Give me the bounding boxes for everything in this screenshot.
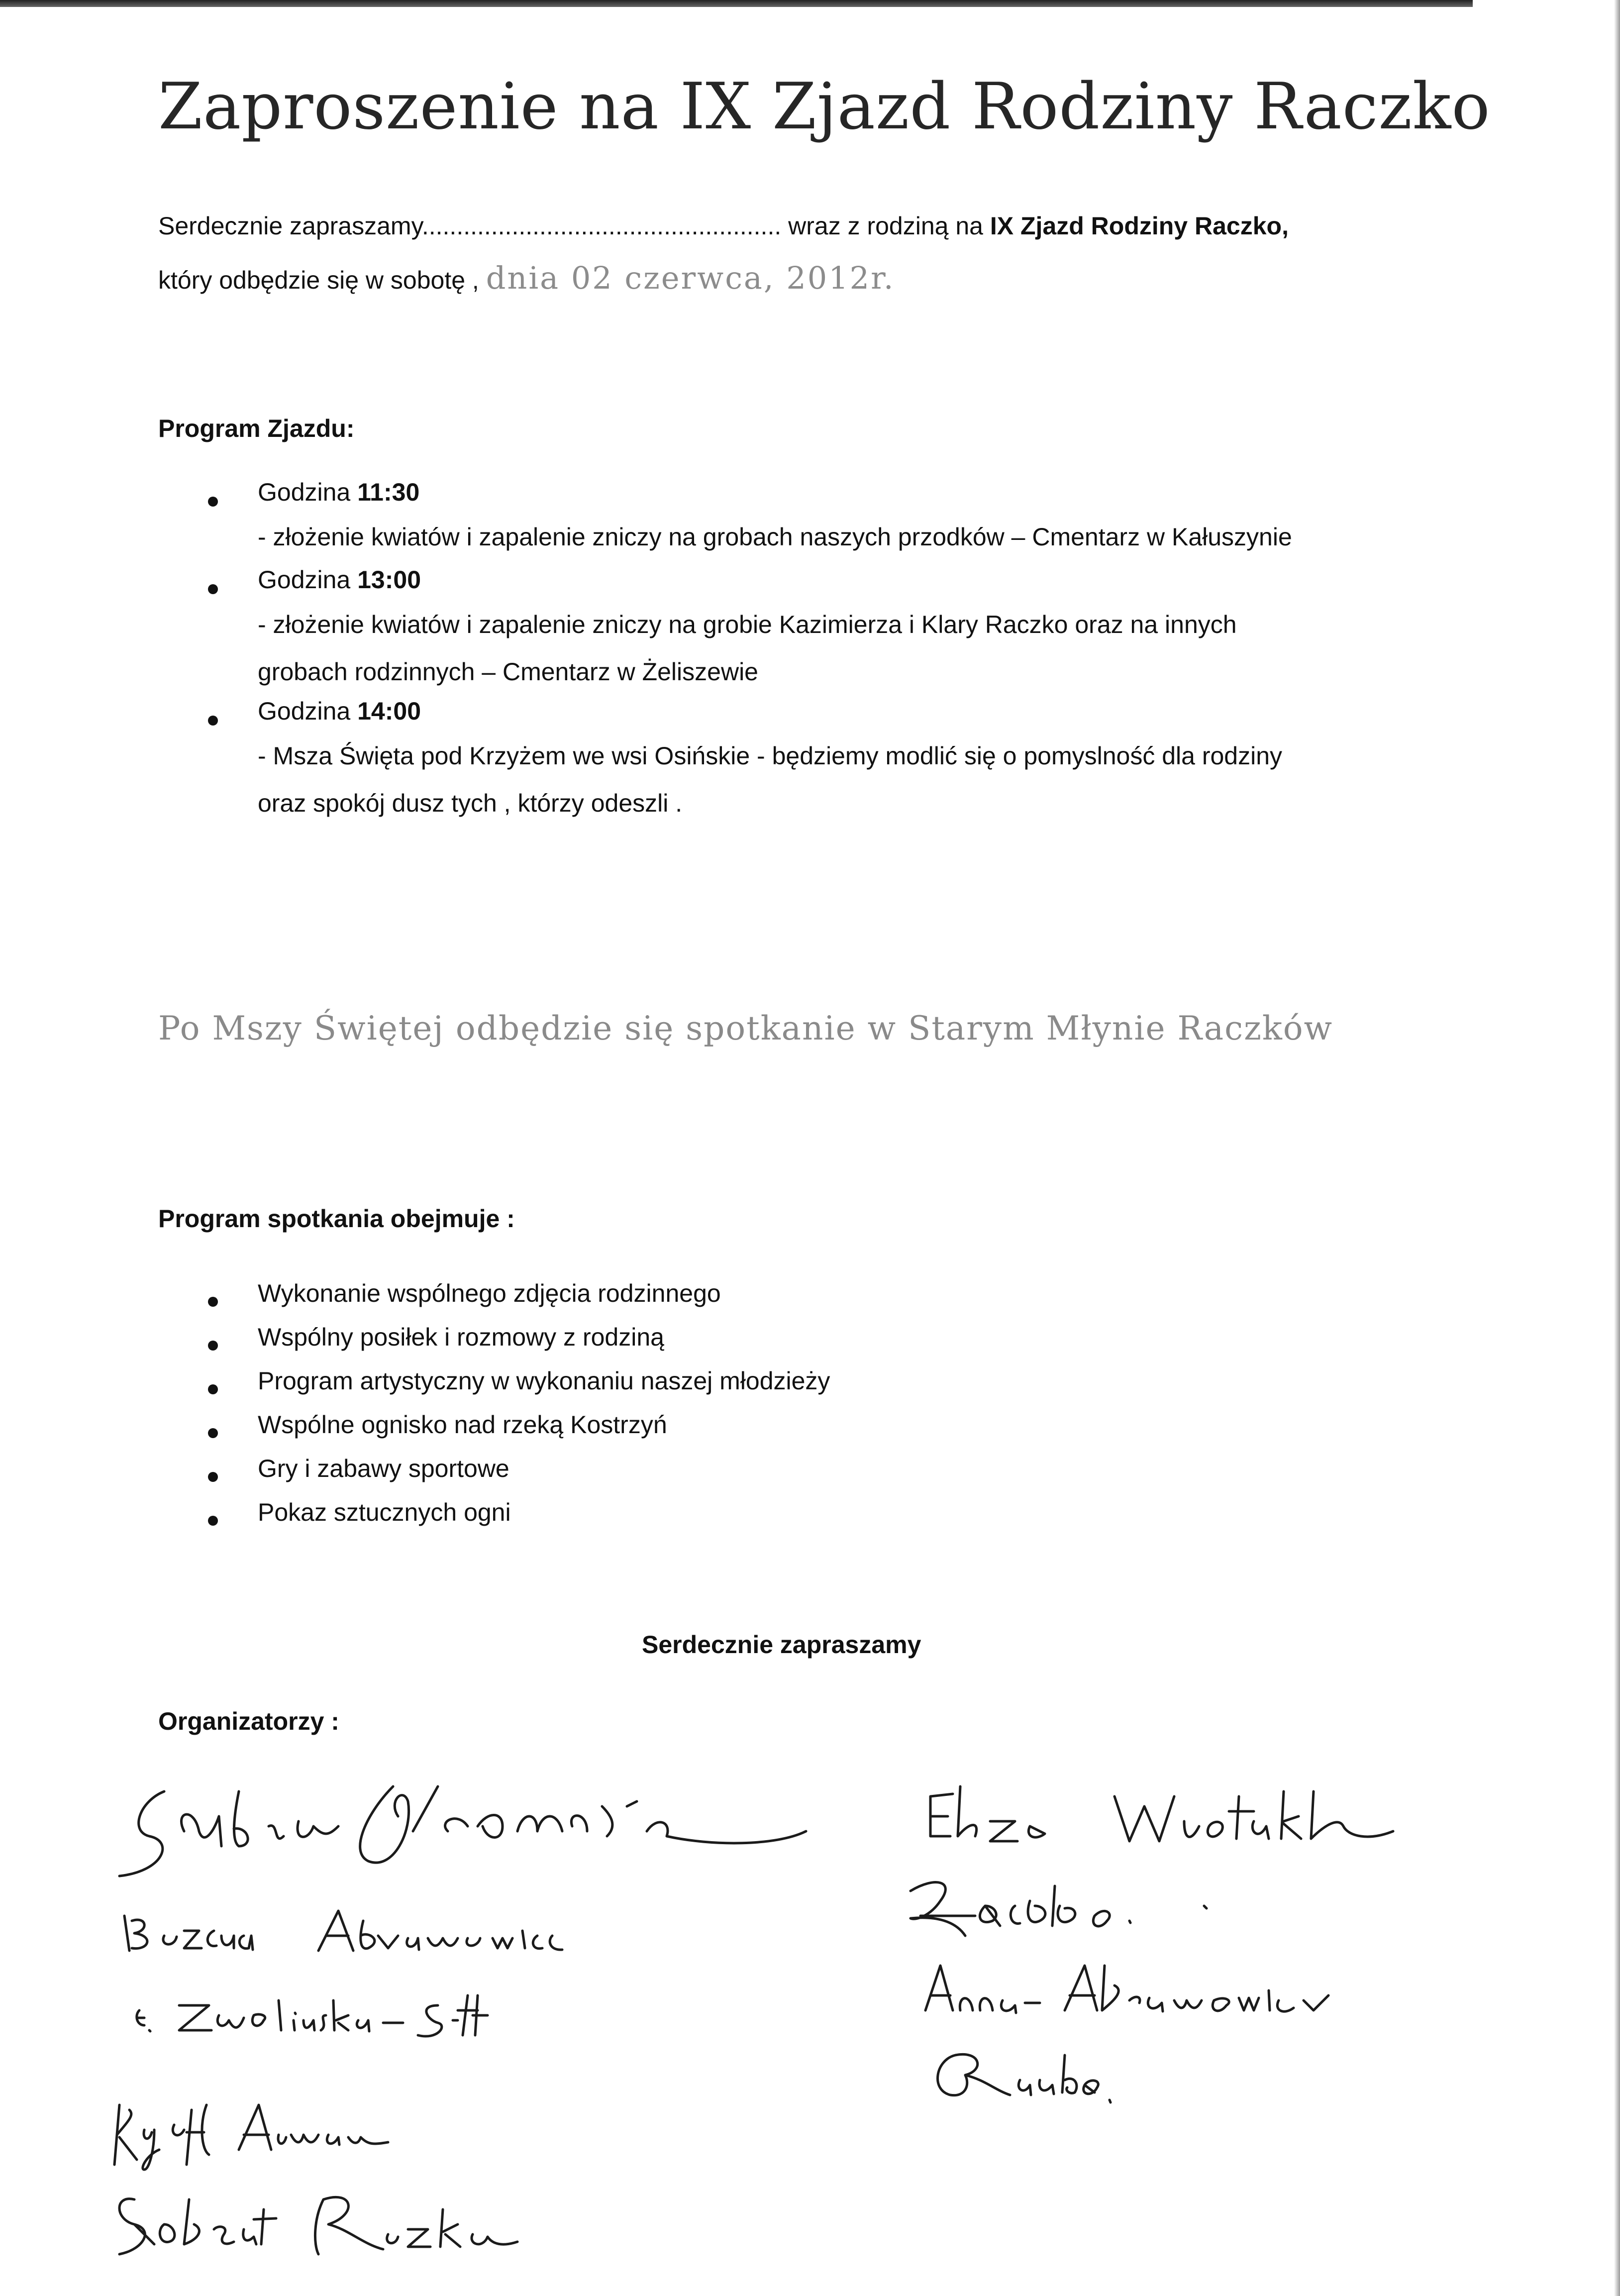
invitation-middle: wraz z rodziną na	[781, 212, 990, 240]
meeting-announcement: Po Mszy Świętej odbędzie się spotkanie w Starym Młynie Raczków	[158, 1009, 1333, 1047]
signature-sabina-abramowicz	[90, 1772, 836, 1891]
program-description: - złożenie kwiatów i zapalenie zniczy na grobie Kazimierza i Klary Raczko oraz na innych	[258, 611, 1237, 638]
signature-elzbieta-wrotniak	[906, 1776, 1403, 1856]
meeting-program-heading: Program spotkania obejmuje :	[158, 1205, 515, 1233]
bullet-icon	[208, 1428, 218, 1438]
program-description: - złożenie kwiatów i zapalenie zniczy na grobach naszych przodków – Cmentarz w Kałuszynie	[258, 523, 1292, 551]
program-time: Godzina 11:30	[258, 478, 420, 506]
signature-raczko-2	[925, 2040, 1184, 2110]
program-time: Godzina 14:00	[258, 697, 421, 725]
bullet-icon	[208, 584, 218, 594]
scan-border-top	[0, 0, 1473, 7]
bullet-icon	[208, 1341, 218, 1351]
invitation-dots: ....................................................	[421, 212, 782, 240]
invitation-date: dnia 02 czerwca, 2012r.	[486, 260, 895, 296]
signature-raczko-1	[896, 1871, 1284, 1941]
invitation-line-2	[158, 260, 895, 296]
closing-text: Serdecznie zapraszamy	[642, 1631, 921, 1659]
organizers-label: Organizatorzy :	[158, 1707, 339, 1735]
signature-anna-abramowicz	[915, 1956, 1413, 2025]
invitation-event-name: IX Zjazd Rodziny Raczko,	[990, 212, 1289, 240]
program-heading: Program Zjazdu:	[158, 415, 355, 442]
invitation-day: który odbędzie się w sobotę ,	[158, 266, 486, 294]
bullet-icon	[208, 1384, 218, 1394]
signature-krzysztof-abramowicz	[100, 2095, 448, 2175]
program-time: Godzina 13:00	[258, 566, 421, 594]
signature-robert-raczko	[104, 2180, 532, 2259]
signature-e-zwolinska-sitt	[129, 1985, 488, 2045]
bullet-icon	[208, 716, 218, 726]
bullet-icon	[208, 1472, 218, 1482]
bullet-icon	[208, 1516, 218, 1526]
program-description-cont: grobach rodzinnych – Cmentarz w Żeliszewie	[258, 658, 758, 686]
bullet-icon	[208, 497, 218, 507]
signature-bozena-abramowicz	[109, 1901, 607, 1961]
bullet-icon	[208, 1297, 218, 1307]
invitation-line-1	[158, 211, 1289, 240]
program-description-cont: oraz spokój dusz tych , którzy odeszli .	[258, 789, 683, 817]
scan-border-right	[1614, 0, 1620, 2296]
document-title: Zaproszenie na IX Zjazd Rodziny Raczko	[158, 70, 1491, 144]
invitation-prefix: Serdecznie zapraszamy	[158, 212, 422, 240]
program-description: - Msza Święta pod Krzyżem we wsi Osińskie - będziemy modlić się o pomyslność dla rodziny	[258, 742, 1283, 770]
